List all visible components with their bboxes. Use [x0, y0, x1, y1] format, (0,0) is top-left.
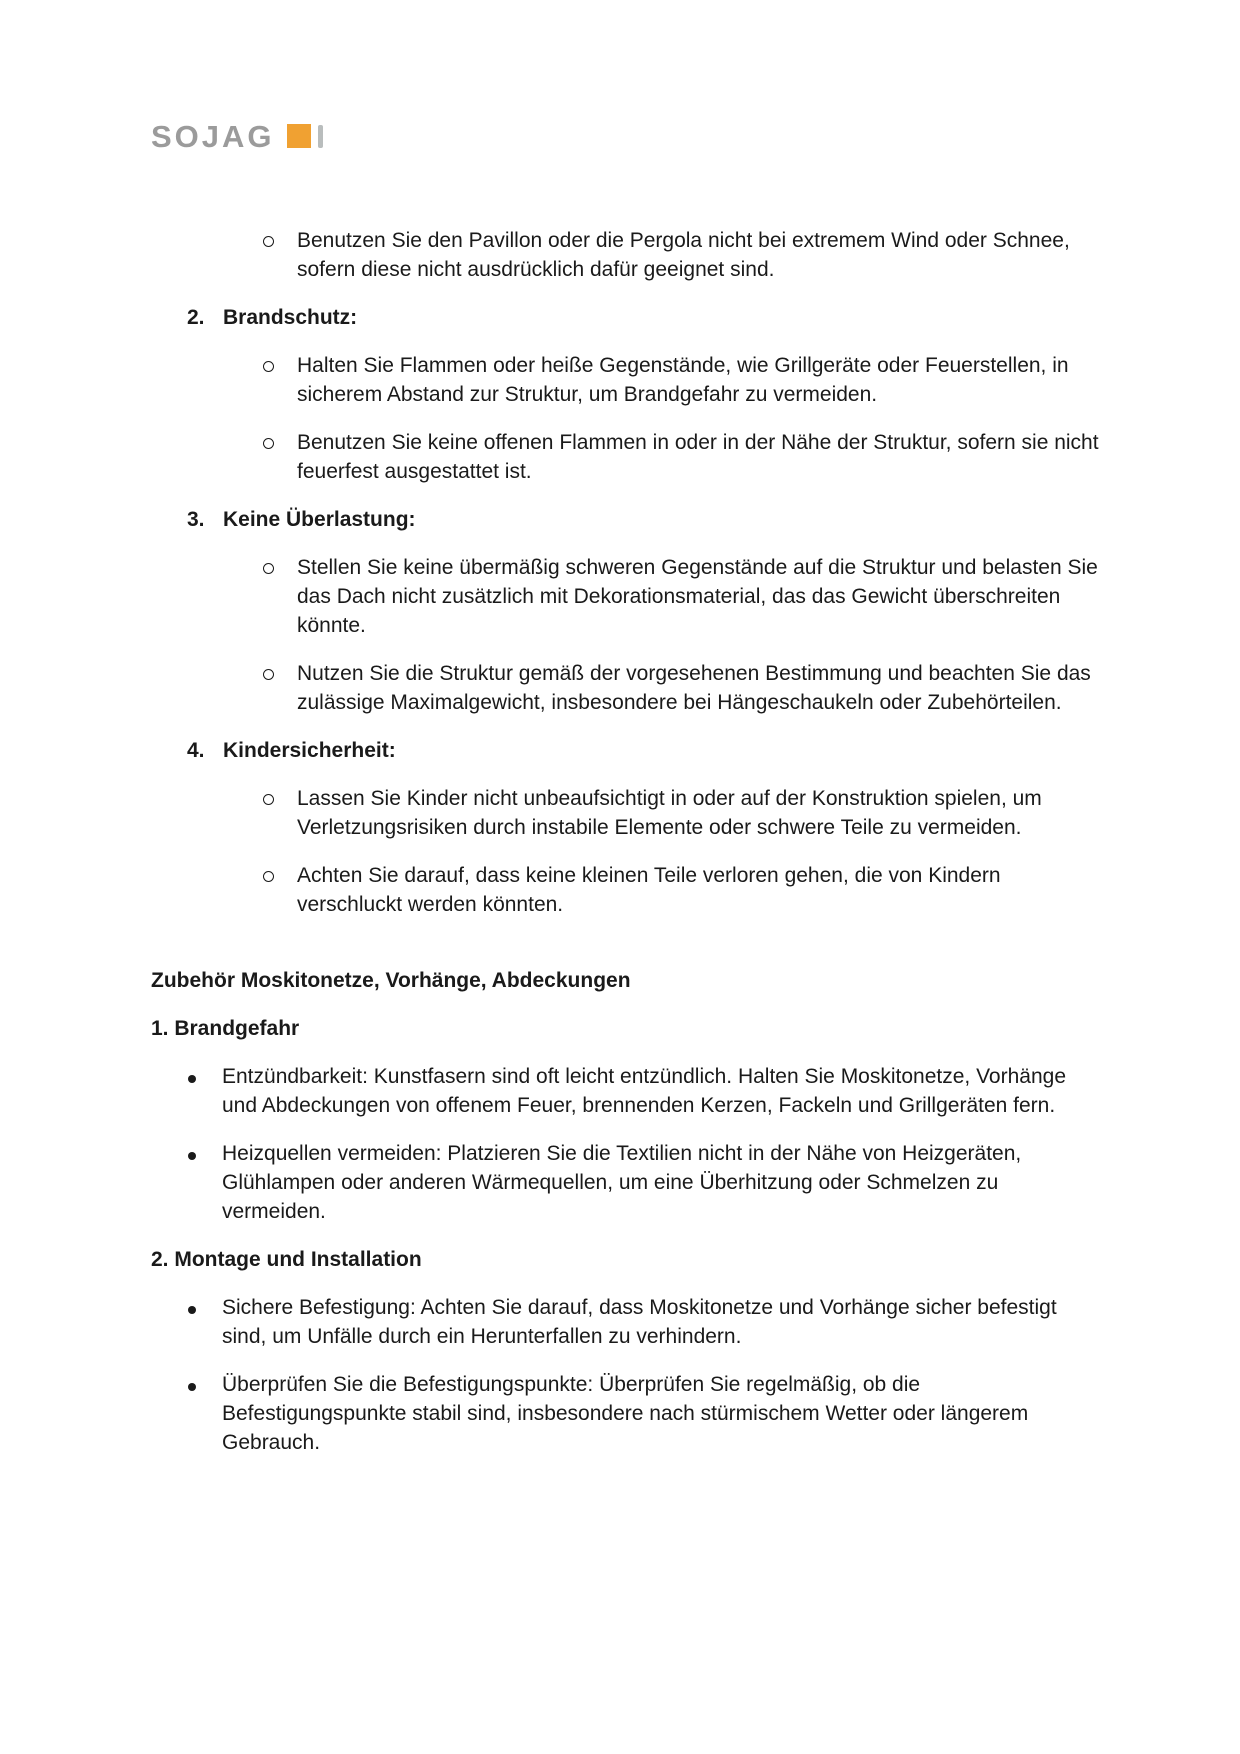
- list-item: [263, 428, 1101, 486]
- numbered-heading: [187, 303, 1101, 332]
- circle-bullet-icon: [263, 236, 274, 247]
- list-item-text: Entzündbarkeit: Kunstfasern sind oft leicht entzündlich. Halten Sie Moskitonetze, Vorhänge und Abdeckungen von offenem Feuer, brennenden Kerzen, Fackeln und Grillgeräten fern.: [222, 1065, 1066, 1117]
- list-item-text: Stellen Sie keine übermäßig schweren Gegenstände auf die Struktur und belasten Sie das Dach nicht zusätzlich mit Dekorationsmaterial, das das Gewicht überschreiten könnte.: [297, 556, 1098, 637]
- list-item: [263, 861, 1101, 919]
- circle-bullet-icon: [263, 669, 274, 680]
- numbered-heading-label: Kindersicherheit:: [223, 739, 396, 762]
- list-item: [263, 351, 1101, 409]
- numbered-heading: [187, 505, 1101, 534]
- disc-bullet-icon: [188, 1152, 196, 1160]
- item-number: 3.: [187, 508, 205, 531]
- list-item: [188, 1062, 1101, 1120]
- list-item: [263, 784, 1101, 842]
- logo-wordmark: SOJAG: [151, 118, 275, 154]
- list-item: [263, 226, 1101, 284]
- list-item: [188, 1370, 1101, 1457]
- logo-orange-square-icon: [287, 124, 311, 148]
- sub-section-heading: 1. Brandgefahr: [151, 1017, 300, 1040]
- numbered-heading-label: Keine Überlastung:: [223, 508, 416, 531]
- list-item-text: Lassen Sie Kinder nicht unbeaufsichtigt in oder auf der Konstruktion spielen, um Verletzungsrisiken durch instabile Elemente oder schwere Teile zu vermeiden.: [297, 787, 1042, 839]
- circle-bullet-icon: [263, 438, 274, 449]
- list-item-text: Nutzen Sie die Struktur gemäß der vorgesehenen Bestimmung und beachten Sie das zulässige Maximalgewicht, insbesondere bei Hängeschaukeln oder Zubehörteilen.: [297, 662, 1091, 714]
- list-item: [263, 659, 1101, 717]
- logo-bar-icon: [318, 125, 323, 148]
- circle-bullet-icon: [263, 361, 274, 372]
- list-item: [188, 1139, 1101, 1226]
- sub-section-heading: 2. Montage und Installation: [151, 1248, 422, 1271]
- item-number: 2.: [187, 306, 205, 329]
- numbered-heading: [187, 736, 1101, 765]
- section-heading: Zubehör Moskitonetze, Vorhänge, Abdeckungen: [151, 969, 631, 992]
- list-item-text: Benutzen Sie keine offenen Flammen in oder in der Nähe der Struktur, sofern sie nicht feuerfest ausgestattet ist.: [297, 431, 1099, 483]
- list-item-text: Achten Sie darauf, dass keine kleinen Teile verloren gehen, die von Kindern verschluckt werden könnten.: [297, 864, 1001, 916]
- disc-bullet-icon: [188, 1075, 196, 1083]
- numbered-heading-label: Brandschutz:: [223, 306, 358, 329]
- list-item-text: Sichere Befestigung: Achten Sie darauf, dass Moskitonetze und Vorhänge sicher befestigt sind, um Unfälle durch ein Herunterfallen zu verhindern.: [222, 1296, 1057, 1348]
- list-item-text: Halten Sie Flammen oder heiße Gegenstände, wie Grillgeräte oder Feuerstellen, in sicherem Abstand zur Struktur, um Brandgefahr zu vermeiden.: [297, 354, 1069, 406]
- circle-bullet-icon: [263, 563, 274, 574]
- disc-bullet-icon: [188, 1306, 196, 1314]
- list-item: [263, 553, 1101, 640]
- list-item-text: Überprüfen Sie die Befestigungspunkte: Überprüfen Sie regelmäßig, ob die Befestigungspunkte stabil sind, insbesondere nach stürmischem Wetter oder längerem Gebrauch.: [222, 1373, 1029, 1454]
- document-content: [151, 226, 1101, 1476]
- circle-bullet-icon: [263, 871, 274, 882]
- list-item-text: Heizquellen vermeiden: Platzieren Sie die Textilien nicht in der Nähe von Heizgeräten, Glühlampen oder anderen Wärmequellen, um eine Überhitzung oder Schmelzen zu vermeiden.: [222, 1142, 1022, 1223]
- list-item: [188, 1293, 1101, 1351]
- sojag-logo: [151, 120, 323, 152]
- disc-bullet-icon: [188, 1383, 196, 1391]
- item-number: 4.: [187, 739, 205, 762]
- circle-bullet-icon: [263, 794, 274, 805]
- list-item-text: Benutzen Sie den Pavillon oder die Pergola nicht bei extremem Wind oder Schnee, sofern diese nicht ausdrücklich dafür geeignet sind.: [297, 229, 1070, 281]
